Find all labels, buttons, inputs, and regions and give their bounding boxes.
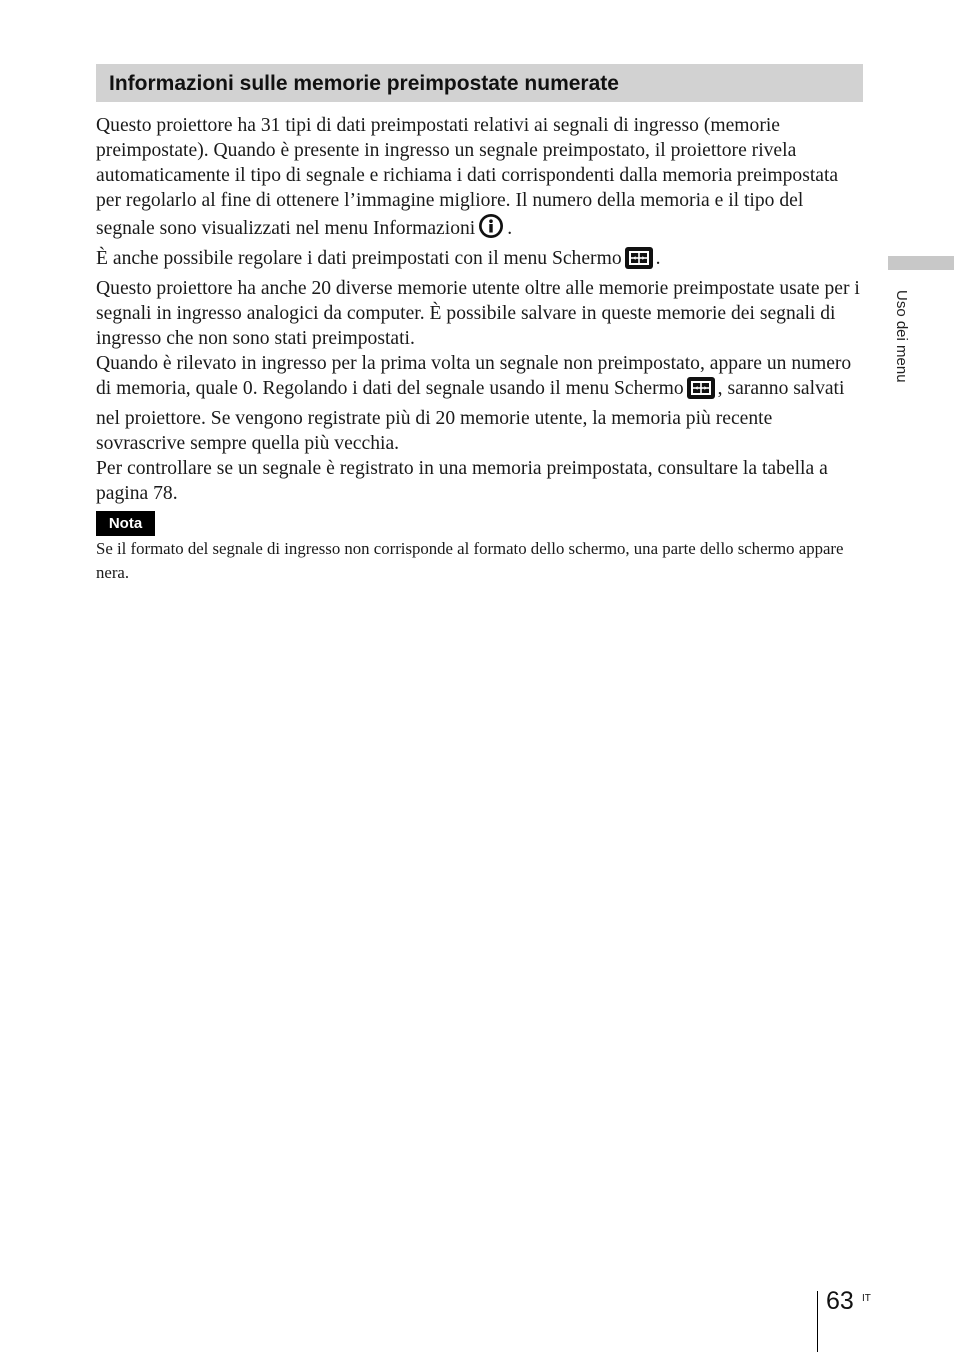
paragraph-text-end: , saranno salvati nel proiettore. Se vengono registrate più di 20 memorie utente, la memoria più recente sovrascrive sempre quella più vecchia. (96, 378, 845, 454)
section-header (96, 64, 863, 102)
paragraph: Questo proiettore ha anche 20 diverse memorie utente oltre alle memorie preimpostate usate per i segnali in ingresso analogici da computer. È possibile salvare in queste memorie dei segnali di ingresso che non sono stati preimpostati. (96, 278, 860, 349)
side-tab-label: Uso dei menu (893, 290, 910, 383)
page-language-code: IT (862, 1293, 871, 1304)
body-text (96, 113, 866, 506)
side-tab-marker (888, 256, 954, 270)
note-badge: Nota (96, 511, 155, 536)
page-number-rule (817, 1291, 818, 1352)
paragraph: Per controllare se un segnale è registrato in una memoria preimpostata, consultare la tabella a pagina 78. (96, 458, 828, 504)
screen-menu-icon (687, 377, 715, 406)
note-text: Se il formato del segnale di ingresso non corrisponde al formato dello schermo, una parte dello schermo appare nera. (96, 539, 844, 582)
paragraph (96, 113, 866, 246)
info-icon (478, 213, 504, 246)
screen-menu-icon (625, 247, 653, 276)
paragraph-text: Questo proiettore ha 31 tipi di dati preimpostati relativi ai segnali di ingresso (memorie preimpostate). Quando è presente in ingresso un segnale preimpostato, il proiettore rivela automaticamente il tipo di segnale e richiama i dati corrispondenti dalla memoria preimpostata per regolarlo al fine di ottenere l’immagine migliore. Il numero della memoria e il tipo del segnale sono visualizzati nel menu Informazioni (96, 115, 839, 239)
page-number: 63 (826, 1287, 854, 1315)
section-title: Informazioni sulle memorie preimpostate numerate (109, 71, 619, 95)
paragraph-text: È anche possibile regolare i dati preimpostati con il menu Schermo (96, 248, 622, 269)
paragraph-text-end: . (655, 248, 661, 269)
paragraph (96, 351, 866, 456)
paragraph (96, 246, 866, 276)
paragraph-text: Quando è rilevato in ingresso per la prima volta un segnale non preimpostato, appare un numero di memoria, quale 0. Regolando i dati del segnale usando il menu Schermo (96, 353, 852, 399)
paragraph-text-end: . (507, 218, 513, 239)
